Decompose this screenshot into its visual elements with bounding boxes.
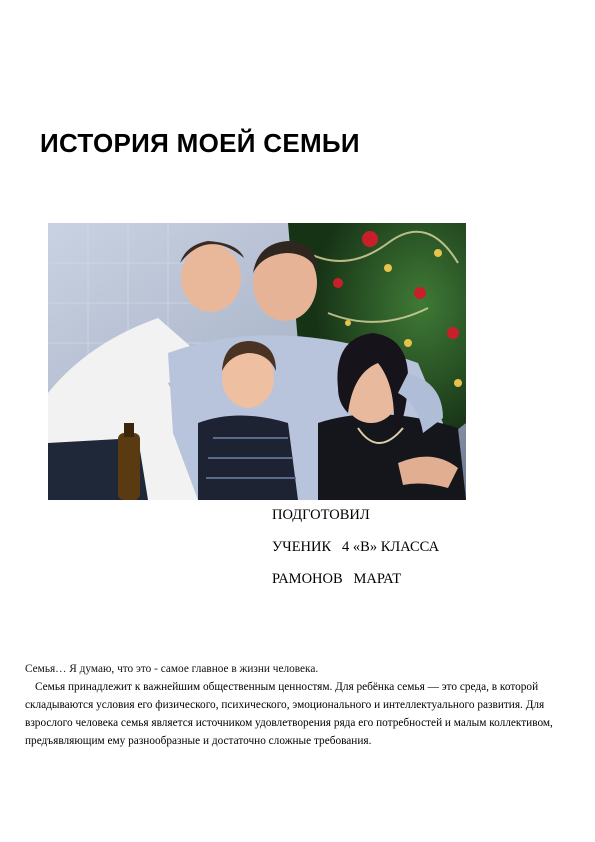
- intro-paragraph: Семья принадлежит к важнейшим общественным ценностям. Для ребёнка семья — это среда, в которой складываются условия его физического, психического, эмоционального и интеллектуального развития. Для взрослого человека семья является источником удовлетворения ряда его потребностей и малым коллективом, предъявляющим ему разнообразные и достаточно сложные требования.: [25, 681, 553, 747]
- credits-prepared-by: ПОДГОТОВИЛ: [272, 507, 370, 523]
- credits-block: [272, 499, 439, 595]
- credits-author-name: РАМОНОВ МАРАТ: [272, 571, 402, 587]
- credits-student-class: УЧЕНИК 4 «В» КЛАССА: [272, 539, 440, 555]
- intro-lead: Семья… Я думаю, что это - самое главное в жизни человека.: [25, 663, 319, 675]
- page-title: ИСТОРИЯ МОЕЙ СЕМЬИ: [40, 128, 360, 158]
- intro-text: [25, 660, 573, 750]
- family-photo: [48, 223, 466, 500]
